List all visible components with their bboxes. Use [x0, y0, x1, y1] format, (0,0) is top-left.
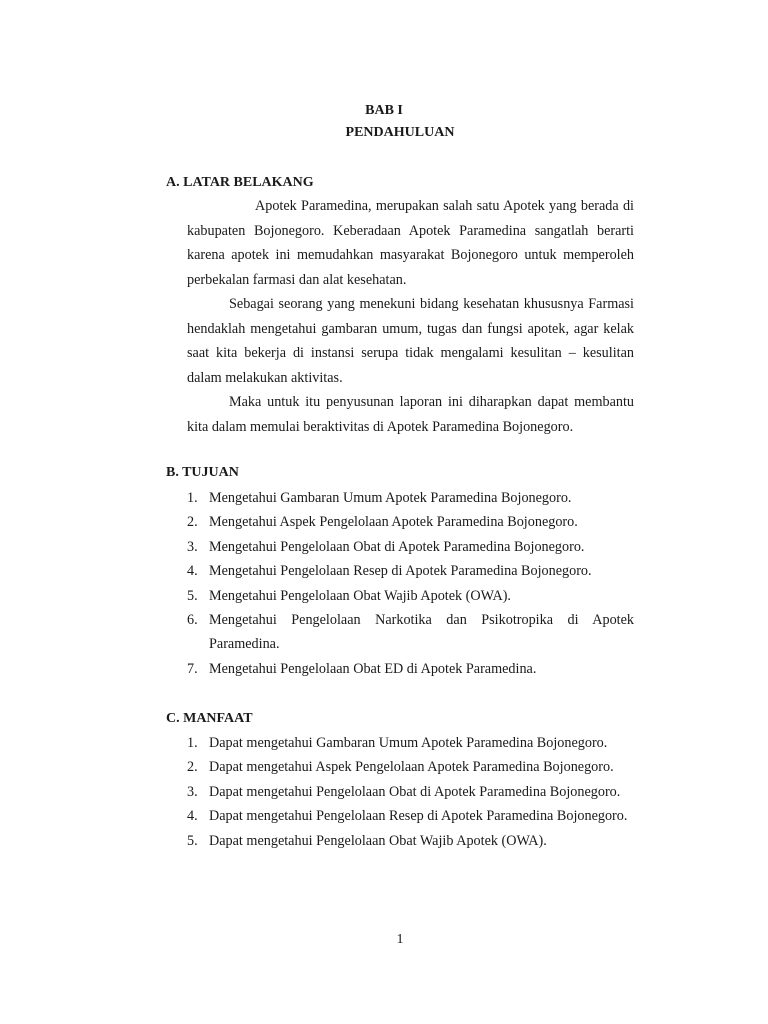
list-item	[187, 829, 634, 853]
chapter-title: PENDAHULUAN	[345, 125, 455, 140]
list-item	[187, 780, 634, 804]
page-number: 1	[396, 932, 404, 947]
list-number: 4.	[187, 563, 198, 580]
list-number: 5.	[187, 587, 198, 604]
list-item	[187, 535, 634, 559]
list-text: Mengetahui Aspek Pengelolaan Apotek Paramedina Bojonegoro.	[209, 514, 578, 531]
list-text: Dapat mengetahui Pengelolaan Obat Wajib Apotek (OWA).	[209, 832, 547, 849]
list-text: Mengetahui Pengelolaan Obat di Apotek Paramedina Bojonegoro.	[209, 538, 585, 555]
list-item	[187, 584, 634, 608]
list-item	[187, 608, 634, 657]
paragraph	[187, 292, 634, 390]
chapter-label: BAB I	[365, 103, 403, 118]
list-text: Dapat mengetahui Pengelolaan Obat di Apotek Paramedina Bojonegoro.	[209, 783, 621, 800]
list-text: Mengetahui Gambaran Umum Apotek Paramedina Bojonegoro.	[209, 490, 572, 506]
list-number: 4.	[187, 808, 198, 825]
list-number: 1.	[187, 735, 198, 751]
list-number: 3.	[187, 538, 198, 555]
list-text: Mengetahui Pengelolaan Obat Wajib Apotek (OWA).	[209, 587, 511, 604]
list-item	[187, 731, 634, 755]
manfaat-list	[187, 731, 634, 853]
list-number: 3.	[187, 783, 198, 800]
paragraph	[187, 194, 634, 292]
section-heading-latar-belakang: A. LATAR BELAKANG	[166, 175, 314, 190]
paragraph-text: Maka untuk itu penyusunan laporan ini diharapkan dapat membantu kita dalam memulai beraktivitas di Apotek Paramedina Bojonegoro.	[187, 394, 634, 435]
list-text: Dapat mengetahui Aspek Pengelolaan Apotek Paramedina Bojonegoro.	[209, 759, 614, 776]
paragraph-text: Sebagai seorang yang menekuni bidang kesehatan khususnya Farmasi hendaklah mengetahui gambaran umum, tugas dan fungsi apotek, agar kelak saat kita bekerja di instansi serupa tidak mengalami kesulitan – kesulitan dalam melakukan aktivitas.	[187, 296, 634, 386]
list-item	[187, 510, 634, 534]
list-number: 1.	[187, 490, 198, 506]
tujuan-list	[187, 486, 634, 681]
list-text: Mengetahui Pengelolaan Obat ED di Apotek Paramedina.	[209, 660, 537, 677]
list-number: 2.	[187, 514, 198, 531]
list-item	[187, 657, 634, 681]
paragraph	[187, 390, 634, 439]
list-item	[187, 559, 634, 583]
list-number: 6.	[187, 612, 198, 629]
list-item	[187, 486, 634, 510]
list-item	[187, 755, 634, 779]
list-text: Dapat mengetahui Pengelolaan Resep di Apotek Paramedina Bojonegoro.	[209, 808, 628, 825]
list-number: 2.	[187, 759, 198, 776]
list-text: Dapat mengetahui Gambaran Umum Apotek Paramedina Bojonegoro.	[209, 735, 608, 751]
section-heading-manfaat: C. MANFAAT	[166, 711, 253, 726]
list-number: 5.	[187, 832, 198, 849]
list-text: Mengetahui Pengelolaan Narkotika dan Psikotropika di Apotek Paramedina.	[209, 612, 634, 653]
section-heading-tujuan: B. TUJUAN	[166, 465, 239, 480]
list-text: Mengetahui Pengelolaan Resep di Apotek Paramedina Bojonegoro.	[209, 563, 592, 580]
paragraph-text: Apotek Paramedina, merupakan salah satu Apotek yang berada di kabupaten Bojonegoro. Keberadaan Apotek Paramedina sangatlah berarti karena apotek ini memudahkan masyarakat Bojonegoro untuk memperoleh perbekalan farmasi dan alat kesehatan.	[187, 198, 634, 288]
list-number: 7.	[187, 660, 198, 677]
list-item	[187, 804, 634, 828]
